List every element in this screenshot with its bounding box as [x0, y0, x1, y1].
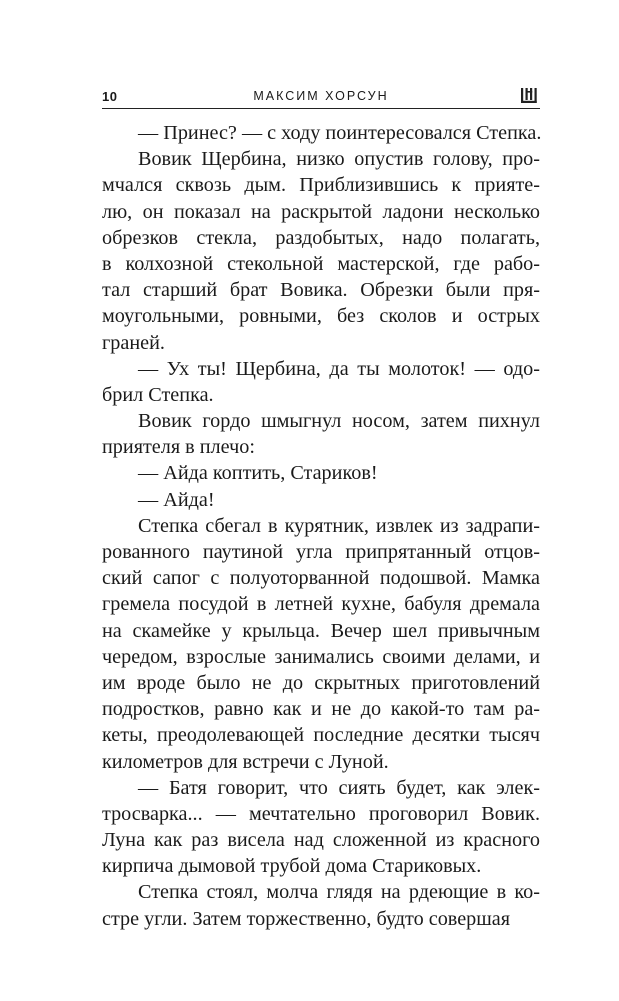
text-line: кеты, преодолевающей последние десятки тысяч: [102, 724, 540, 747]
text-line: граней.: [102, 331, 165, 354]
paragraph: [102, 120, 540, 146]
text-line: в колхозной стекольной мастерской, где рабо-: [102, 252, 540, 275]
text-line: Вовик Щербина, низко опустив голову, про-: [138, 148, 540, 171]
text-line: Вовик гордо шмыгнул носом, затем пихнул: [138, 410, 540, 433]
paragraph: [102, 775, 540, 880]
text-line: Луна как раз висела над сложенной из красного: [102, 829, 540, 852]
text-line: брил Степка.: [102, 383, 214, 406]
paragraph: [102, 146, 540, 356]
text-line: мчался сквозь дым. Приблизившись к прияте-: [102, 174, 540, 197]
text-line: Степка сбегал в курятник, извлек из задрапи-: [138, 514, 540, 537]
text-line: приятеля в плечо:: [102, 436, 255, 459]
text-line: обрезков стекла, раздобытых, надо полагать,: [102, 226, 540, 249]
text-line: на скамейке у крыльца. Вечер шел привычным: [102, 619, 540, 642]
text-line: — Айда коптить, Стариков!: [138, 462, 378, 485]
text-line: — Батя говорит, что сиять будет, как элек-: [138, 776, 540, 799]
paragraph: [102, 513, 540, 775]
paragraph: [102, 408, 540, 460]
paragraph: [102, 460, 540, 486]
text-line: рованного паутиной угла припрятанный отцов-: [102, 541, 540, 563]
text-line: — Принес? — с ходу поинтересовался Степка.: [138, 122, 542, 144]
paragraph: [102, 487, 540, 513]
text-line: подростков, равно как и не до какой-то там ра-: [102, 698, 540, 721]
text-line: стре угли. Затем торжественно, будто совершая: [102, 907, 511, 930]
text-line: ский сапог с полуоторванной подошвой. Мамка: [102, 567, 540, 590]
page-header: [102, 86, 540, 109]
paragraph: [102, 879, 540, 931]
page-number: 10: [102, 89, 118, 104]
publisher-logo-icon: [520, 87, 540, 105]
text-line: — Ух ты! Щербина, да ты молоток! — одо-: [138, 357, 540, 380]
running-title: МАКСИМ ХОРСУН: [253, 89, 389, 103]
text-line: чередом, взрослые занимались своими делами, и: [102, 645, 540, 668]
text-line: Степка стоял, молча глядя на рдеющие в ко-: [138, 881, 540, 904]
text-line: — Айда!: [138, 488, 215, 511]
body-text: [102, 120, 540, 932]
text-line: тросварка... — мечтательно проговорил Вовик.: [102, 802, 540, 825]
text-line: лю, он показал на раскрытой ладони несколько: [102, 200, 540, 223]
text-line: тал старший брат Вовика. Обрезки были пря-: [102, 279, 540, 302]
paragraph: [102, 356, 540, 408]
text-line: им вроде было не до скрытных приготовлений: [102, 671, 540, 694]
text-line: километров для встречи с Луной.: [102, 750, 389, 773]
text-line: гремела посудой в летней кухне, бабуля дремала: [102, 593, 540, 616]
text-line: моугольными, ровными, без сколов и острых: [102, 305, 540, 328]
text-line: кирпича дымовой трубой дома Стариковых.: [102, 855, 482, 878]
